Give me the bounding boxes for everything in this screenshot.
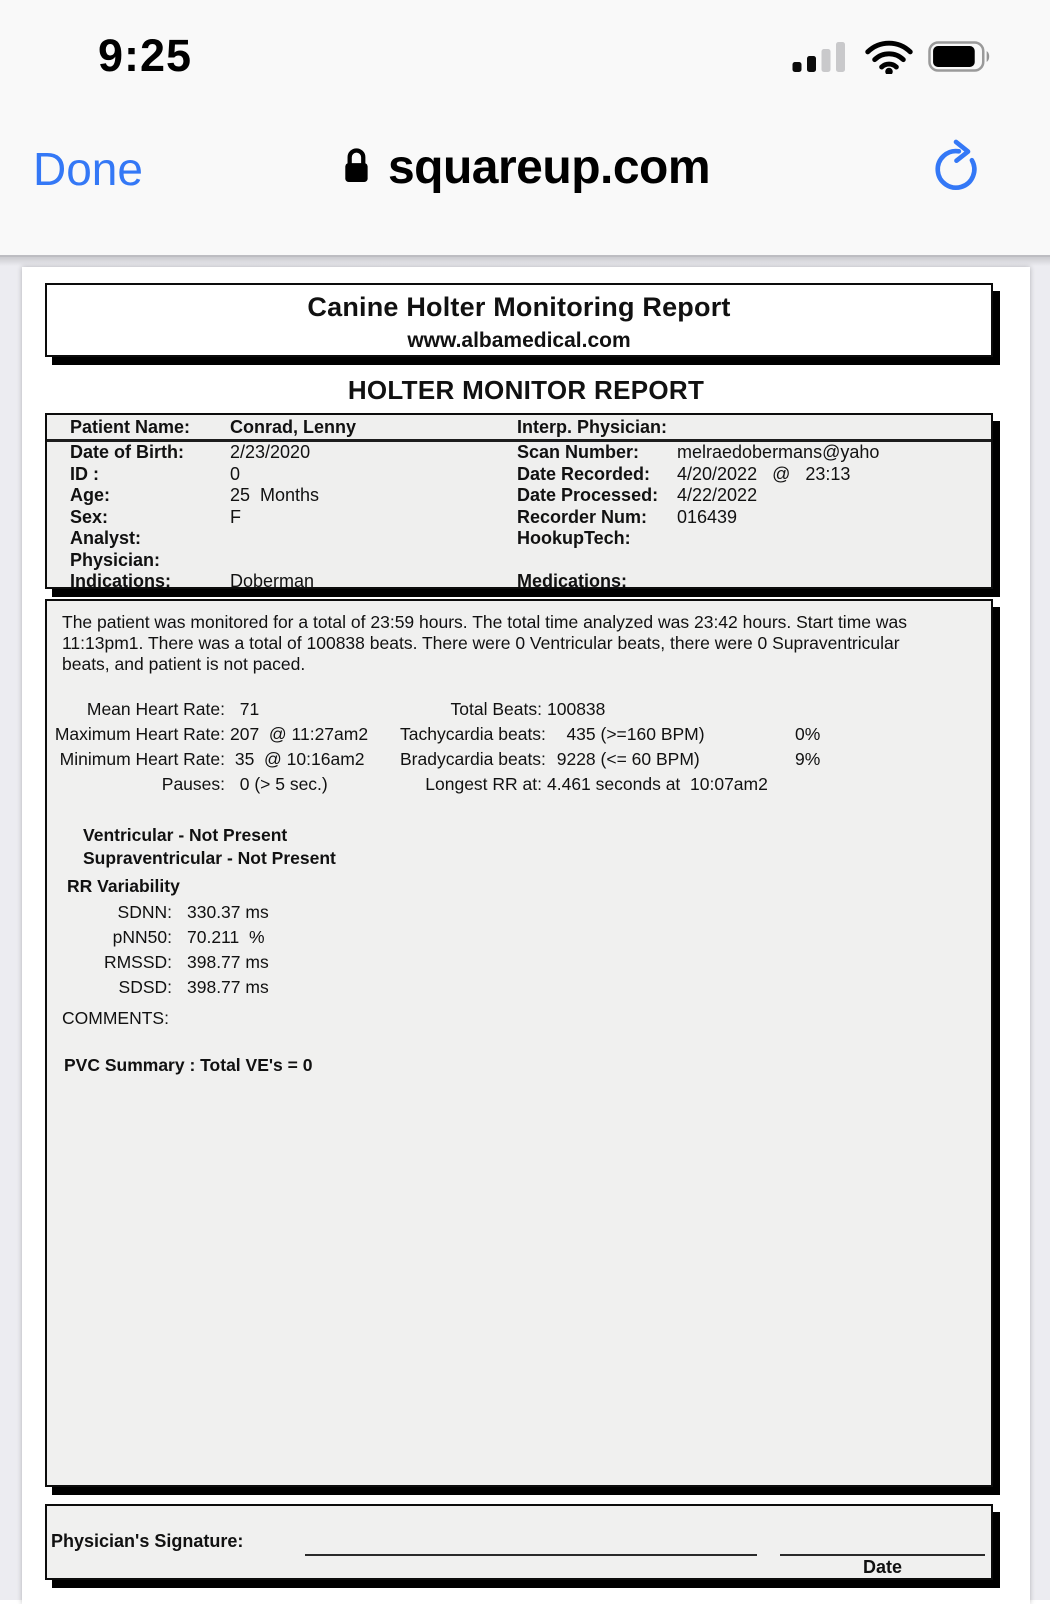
stat-row: [47, 722, 991, 747]
stat-value: 435 (>=160 BPM): [547, 724, 705, 744]
stat-label: Pauses:: [161, 774, 225, 794]
section-title: HOLTER MONITOR REPORT: [347, 375, 705, 405]
stat-value: 71: [230, 699, 260, 719]
stat-label: Tachycardia beats:: [400, 724, 546, 744]
table-row: [47, 464, 991, 486]
field-value: 4/22/2022: [677, 485, 758, 506]
rr-label: SDNN:: [117, 902, 172, 922]
browser-chrome: [0, 0, 1050, 257]
field-label: Date Recorded:: [517, 463, 651, 484]
field-value: 4/20/2022 @ 23:13: [677, 463, 851, 484]
rr-label: RMSSD:: [103, 952, 172, 972]
rr-row: [47, 950, 991, 975]
table-row: [47, 550, 991, 572]
field-label: Interp. Physician:: [517, 416, 668, 437]
heart-rate-stats: [47, 697, 991, 797]
signature-box: [45, 1504, 993, 1580]
rr-row: [47, 925, 991, 950]
stat-label: Maximum Heart Rate:: [54, 724, 225, 744]
rr-value: 398.77 ms: [187, 977, 269, 997]
stat-percent: 9%: [795, 749, 821, 769]
field-label: Indications:: [70, 571, 172, 589]
field-value: F: [230, 506, 241, 527]
rr-value: 330.37 ms: [187, 902, 269, 922]
lock-icon: [340, 144, 373, 192]
field-label: Scan Number:: [517, 442, 640, 463]
patient-info-table: [45, 413, 993, 589]
field-value: 2/23/2020: [230, 442, 311, 463]
field-value: Conrad, Lenny: [230, 416, 357, 437]
table-row: [47, 528, 991, 550]
wifi-icon: [864, 38, 914, 74]
rr-value: 398.77 ms: [187, 952, 269, 972]
stat-label: Longest RR at:: [425, 774, 542, 794]
report-title: Canine Holter Monitoring Report: [307, 292, 731, 322]
field-label: Analyst:: [70, 528, 142, 549]
field-label: Recorder Num:: [517, 506, 648, 527]
rr-label: pNN50:: [112, 927, 172, 947]
ventricular-finding: Ventricular - Not Present: [83, 825, 288, 845]
stat-value: 100838: [547, 699, 606, 719]
field-value: melraedobermans@yaho: [677, 442, 880, 463]
field-label: Sex:: [70, 506, 109, 527]
summary-paragraph: The patient was monitored for a total of 23:59 hours. The total time analyzed was 23:42 hours. Start time was 11:13pm1. There was a total of 100838 beats. There were 0 Ventricular beats, there were 0 Supraventricular beats, and patient is not paced.: [62, 612, 907, 674]
field-label: ID :: [70, 463, 99, 484]
stat-label: Total Beats:: [450, 699, 542, 719]
field-label: Patient Name:: [70, 416, 191, 437]
field-label: Medications:: [517, 571, 628, 589]
supraventricular-finding: Supraventricular - Not Present: [83, 847, 336, 868]
stat-value: 0 (> 5 sec.): [230, 774, 328, 794]
stat-value: 207 @ 11:27am2: [230, 724, 369, 744]
stat-value: 4.461 seconds at 10:07am2: [547, 774, 768, 794]
stat-value: 9228 (<= 60 BPM): [547, 749, 700, 769]
comments-label: COMMENTS:: [62, 1008, 169, 1028]
ectopy-findings: [83, 824, 991, 869]
field-label: HookupTech:: [517, 528, 631, 549]
physician-signature-label: Physician's Signature:: [51, 1531, 244, 1551]
status-icons: [788, 38, 992, 74]
field-label: Date Processed:: [517, 485, 659, 506]
rr-row: [47, 975, 991, 1000]
stat-label: Mean Heart Rate:: [86, 699, 225, 719]
date-line: [780, 1554, 985, 1556]
field-value: 0: [230, 463, 241, 484]
stat-label: Bradycardia beats:: [400, 749, 546, 769]
table-row: [47, 415, 991, 442]
pvc-summary: PVC Summary : Total VE's = 0: [64, 1055, 313, 1075]
rr-variability-table: [47, 900, 991, 1000]
table-row: [47, 485, 991, 507]
rr-row: [47, 900, 991, 925]
stat-label: Minimum Heart Rate:: [59, 749, 225, 769]
date-label: Date: [862, 1557, 902, 1577]
report-header-box: [45, 283, 993, 357]
stat-row: [47, 772, 991, 797]
refresh-button[interactable]: [930, 138, 982, 200]
cellular-signal-icon: [788, 40, 850, 72]
rr-label: SDSD:: [118, 977, 172, 997]
signature-line: [305, 1554, 757, 1556]
field-value: Doberman: [230, 571, 315, 589]
field-value: 25 Months: [230, 485, 320, 506]
stat-percent: 0%: [795, 724, 821, 744]
rr-value: 70.211 %: [187, 927, 265, 947]
battery-icon: [928, 41, 992, 72]
field-label: Age:: [70, 485, 110, 506]
url-text: squareup.com: [387, 141, 711, 194]
stat-row: [47, 747, 991, 772]
field-label: Date of Birth:: [70, 442, 184, 463]
field-value: 016439: [677, 506, 738, 527]
field-label: Physician:: [70, 549, 161, 570]
stat-row: [47, 697, 991, 722]
status-time: 9:25: [98, 30, 193, 81]
table-row: [47, 571, 991, 589]
table-row: [47, 442, 991, 464]
table-row: [47, 507, 991, 529]
summary-box: [45, 599, 993, 1487]
address-bar[interactable]: [340, 140, 710, 195]
report-website: www.albamedical.com: [407, 329, 631, 352]
report-page: [22, 267, 1030, 1604]
done-button[interactable]: Done: [33, 143, 143, 195]
stat-value: 35 @ 10:16am2: [230, 749, 365, 769]
web-content: [0, 257, 1050, 1600]
rr-variability-title: RR Variability: [67, 876, 180, 896]
